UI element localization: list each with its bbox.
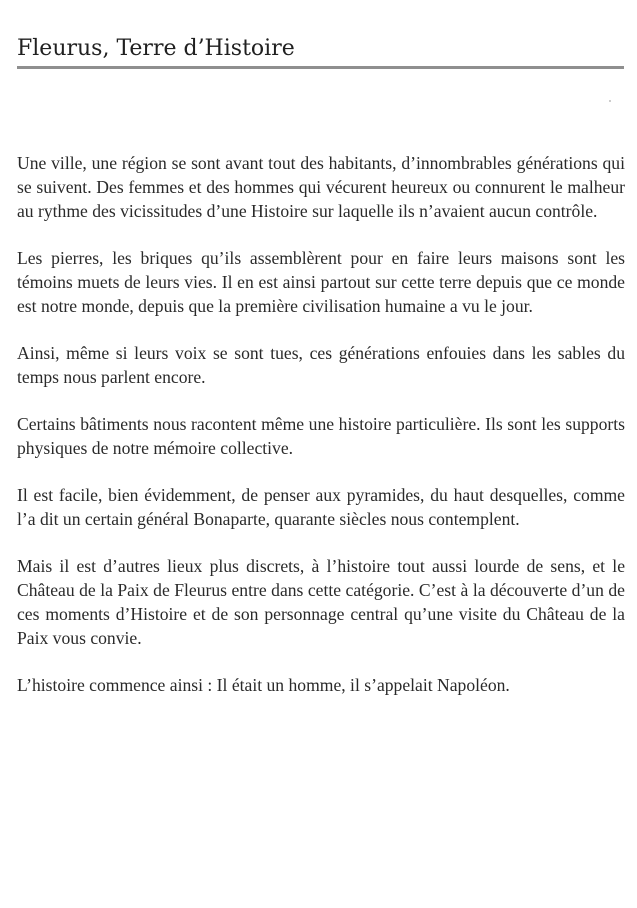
title-underline-rule (17, 66, 624, 69)
page-title: Fleurus, Terre d’Histoire (17, 36, 295, 61)
paragraph-4: Certains bâtiments nous racontent même une histoire particulière. Ils sont les supports physiques de notre mémoire collective. (17, 414, 625, 458)
paper-speck (609, 100, 611, 102)
paragraph-3: Ainsi, même si leurs voix se sont tues, ces générations enfouies dans les sables du temps nous parlent encore. (17, 343, 625, 387)
paragraph-1: Une ville, une région se sont avant tout des habitants, d’innombrables générations qui se suivent. Des femmes et des hommes qui vécurent heureux ou connurent le malheur au rythme des vicissitudes d’une Histoire sur laquelle ils n’avaient aucun contrôle. (17, 153, 625, 221)
paragraph-5: Il est facile, bien évidemment, de penser aux pyramides, du haut desquelles, comme l’a dit un certain général Bonaparte, quarante siècles nous contemplent. (17, 485, 625, 529)
paragraph-7: L’histoire commence ainsi : Il était un homme, il s’appelait Napoléon. (17, 675, 510, 695)
paragraph-6: Mais il est d’autres lieux plus discrets, à l’histoire tout aussi lourde de sens, et le Château de la Paix de Fleurus entre dans cette catégorie. C’est à la découverte d’un de ces moments d’Histoire et de son personnage central qu’une visite du Château de la Paix vous convie. (17, 556, 625, 648)
paragraph-2: Les pierres, les briques qu’ils assemblèrent pour en faire leurs maisons sont les témoins muets de leurs vies. Il en est ainsi partout sur cette terre depuis que ce monde est notre monde, depuis que la première civilisation humaine a vu le jour. (17, 248, 625, 316)
body-text (17, 151, 625, 697)
